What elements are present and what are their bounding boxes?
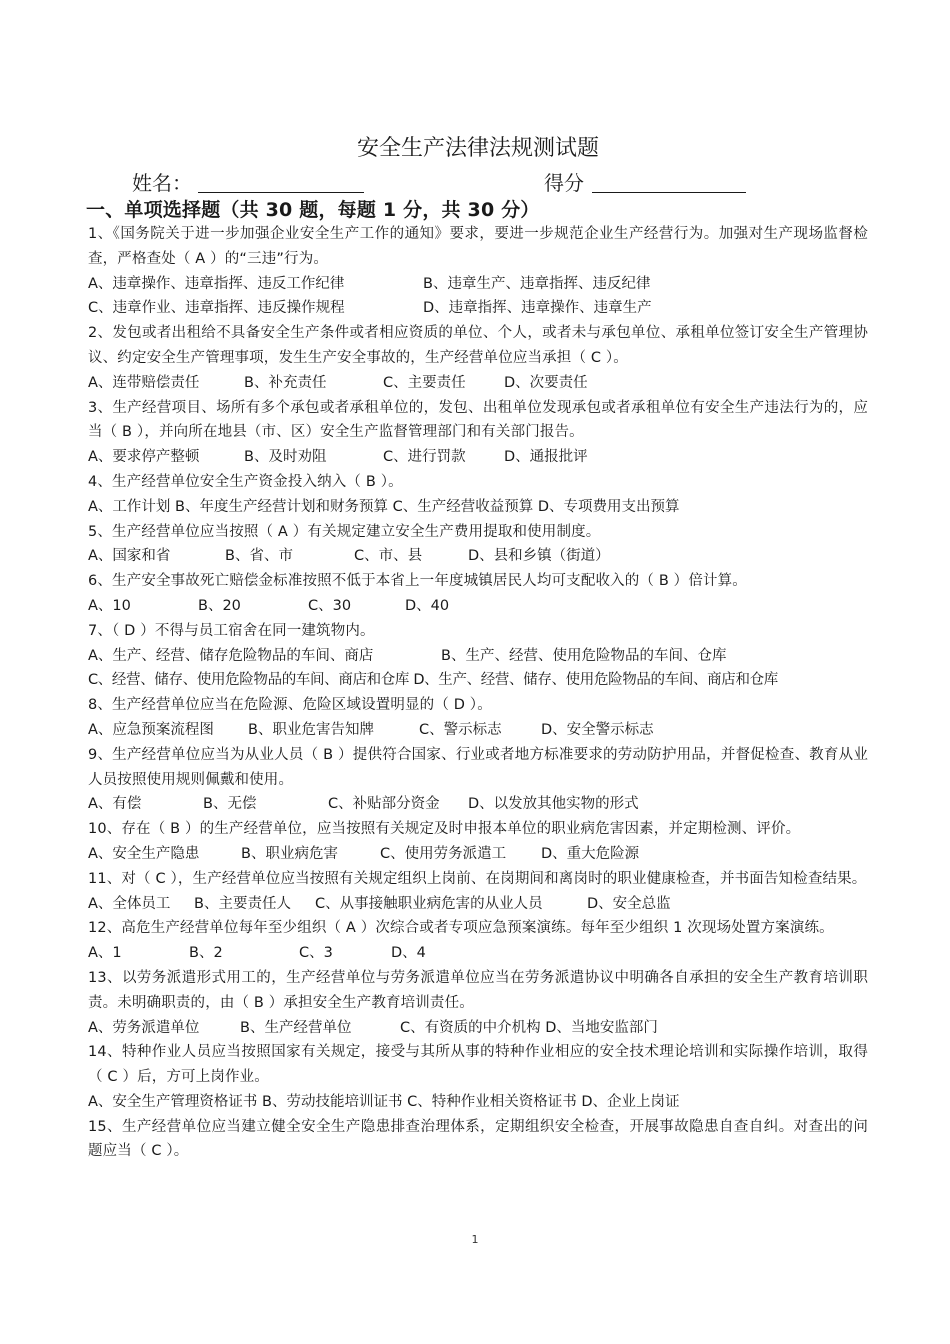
question-2-options-row-1	[88, 371, 868, 396]
option: D、以发放其他实物的形式	[468, 796, 639, 813]
question-7-options-row-2	[88, 668, 868, 693]
option: C、经营、储存、使用危险物品的车间、商店和仓库 D、生产、经营、储存、使用危险物品的车间、商店和仓库	[88, 672, 778, 689]
option: B、2	[189, 945, 223, 962]
option: C、主要责任	[383, 374, 466, 391]
question-9-options-row-1	[88, 792, 868, 817]
name-blank-line	[198, 192, 364, 193]
option: C、市、县	[354, 548, 423, 565]
option: C、3	[299, 945, 333, 962]
option: D、4	[391, 945, 426, 962]
option: C、进行罚款	[383, 449, 466, 466]
option: D、县和乡镇（街道）	[468, 548, 610, 565]
question-3-options-row-1	[88, 445, 868, 470]
question-1: 1、《国务院关于进一步加强企业安全生产工作的通知》要求，要进一步规范企业生产经营行为。加强对生产现场监督检查，严格查处（ A ）的“三违”行为。	[88, 226, 868, 267]
option: B、及时劝阻	[244, 449, 327, 466]
option: A、10	[88, 597, 131, 614]
option: B、补充责任	[244, 374, 327, 391]
question-10: 10、存在（ B ）的生产经营单位，应当按照有关规定及时申报本单位的职业病危害因素，并定期检测、评价。	[88, 821, 801, 838]
score-label: 得分	[544, 171, 584, 195]
option: A、安全生产管理资格证书 B、劳动技能培训证书 C、特种作业相关资格证书 D、企业上岗证	[88, 1093, 680, 1110]
question-8-options-row-1	[88, 718, 868, 743]
score-blank-line	[592, 192, 746, 193]
question-13: 13、以劳务派遣形式用工的，生产经营单位与劳务派遣单位应当在劳务派遣协议中明确各自承担的安全生产教育培训职责。未明确职责的，由（ B ）承担安全生产教育培训责任。	[88, 969, 868, 1011]
question-11-options-row-1	[88, 892, 868, 917]
question-5: 5、生产经营单位应当按照（ A ）有关规定建立安全生产费用提取和使用制度。	[88, 523, 601, 540]
option: A、国家和省	[88, 548, 171, 565]
question-9: 9、生产经营单位应当为从业人员（ B ）提供符合国家、行业或者地方标准要求的劳动防护用品，并督促检查、教育从业人员按照使用规则佩戴和使用。	[88, 746, 868, 788]
option: B、职业危害告知牌	[248, 721, 374, 738]
question-6: 6、生产安全事故死亡赔偿金标准按照不低于本省上一年度城镇居民人均可支配收入的（ B ）倍计算。	[88, 573, 747, 590]
question-7-options-row-1	[88, 644, 868, 669]
option: D、40	[405, 597, 450, 614]
option: D、通报批评	[504, 449, 588, 466]
option: A、安全生产隐患	[88, 845, 200, 862]
option: A、要求停产整顿	[88, 449, 200, 466]
option: B、职业病危害	[241, 845, 338, 862]
question-6-options-row-1	[88, 594, 868, 619]
option: A、全体员工	[88, 895, 171, 912]
question-4: 4、生产经营单位安全生产资金投入纳入（ B ）。	[88, 473, 403, 490]
section-heading: 一、单项选择题（共 30 题，每题 1 分，共 30 分）	[86, 199, 540, 221]
option: A、生产、经营、储存危险物品的车间、商店	[88, 647, 374, 664]
option: A、应急预案流程图	[88, 721, 214, 738]
option: C、补贴部分资金	[328, 796, 440, 813]
option: C、使用劳务派遣工	[380, 845, 507, 862]
document-content	[88, 132, 868, 1164]
question-11: 11、对（ C ），生产经营单位应当按照有关规定组织上岗前、在岗期间和离岗时的职业健康检查，并书面告知检查结果。	[88, 870, 867, 887]
question-4-options-row-1	[88, 495, 868, 520]
option: C、30	[308, 597, 352, 614]
option: B、生产、经营、使用危险物品的车间、仓库	[441, 647, 727, 664]
question-3: 3、生产经营项目、场所有多个承包或者承租单位的，发包、出租单位发现承包或者承租单位有安全生产违法行为的，应当（ B ），并向所在地县（市、区）安全生产监督管理部门和有关部门报告。	[88, 399, 868, 441]
option: C、有资质的中介机构 D、当地安监部门	[400, 1019, 658, 1036]
question-10-options-row-1	[88, 842, 868, 867]
question-12-options-row-1	[88, 941, 868, 966]
question-5-options-row-1	[88, 544, 868, 569]
option: B、主要责任人	[194, 895, 291, 912]
page-number: 1	[471, 1233, 479, 1246]
question-1-options-row-2	[88, 296, 868, 321]
question-7: 7、（ D ）不得与员工宿舍在同一建筑物内。	[88, 622, 375, 639]
option: A、工作计划 B、年度生产经营计划和财务预算 C、生产经营收益预算 D、专项费用支出预算	[88, 498, 680, 515]
option: B、无偿	[203, 796, 257, 813]
option: D、安全总监	[587, 895, 671, 912]
option: A、连带赔偿责任	[88, 374, 200, 391]
option: A、违章操作、违章指挥、违反工作纪律	[88, 275, 345, 292]
option: A、有偿	[88, 796, 142, 813]
option: C、警示标志	[419, 721, 502, 738]
option: B、省、市	[225, 548, 293, 565]
question-13-options-row-1	[88, 1016, 868, 1041]
document-title: 安全生产法律法规测试题	[356, 136, 599, 161]
option: C、从事接触职业病危害的从业人员	[315, 895, 543, 912]
option: A、劳务派遣单位	[88, 1019, 200, 1036]
option: A、1	[88, 945, 122, 962]
question-12: 12、高危生产经营单位每年至少组织（ A ）次综合或者专项应急预案演练。每年至少组织 1 次现场处置方案演练。	[88, 920, 834, 937]
name-score-row	[88, 168, 868, 198]
option: B、20	[198, 597, 241, 614]
question-14-options-row-1	[88, 1090, 868, 1115]
option: D、重大危险源	[541, 845, 640, 862]
option: D、次要责任	[504, 374, 588, 391]
question-8: 8、生产经营单位应当在危险源、危险区域设置明显的（ D ）。	[88, 697, 492, 714]
option: B、违章生产、违章指挥、违反纪律	[423, 275, 651, 292]
question-14: 14、特种作业人员应当按照国家有关规定，接受与其所从事的特种作业相应的安全技术理论培训和实际操作培训，取得（ C ）后，方可上岗作业。	[88, 1044, 868, 1086]
question-1-options-row-1	[88, 272, 868, 297]
question-15: 15、生产经营单位应当建立健全安全生产隐患排查治理体系，定期组织安全检查，开展事故隐患自查自纠。对查出的问题应当（ C ）。	[88, 1118, 868, 1160]
name-label: 姓名：	[132, 171, 192, 195]
option: C、违章作业、违章指挥、违反操作规程	[88, 300, 345, 317]
option: B、生产经营单位	[240, 1019, 352, 1036]
option: D、安全警示标志	[541, 721, 654, 738]
option: D、违章指挥、违章操作、违章生产	[423, 300, 652, 317]
question-2: 2、发包或者出租给不具备安全生产条件或者相应资质的单位、个人，或者未与承包单位、承租单位签订安全生产管理协议、约定安全生产管理事项，发生生产安全事故的，生产经营单位应当承担（ C ）。	[88, 325, 868, 366]
